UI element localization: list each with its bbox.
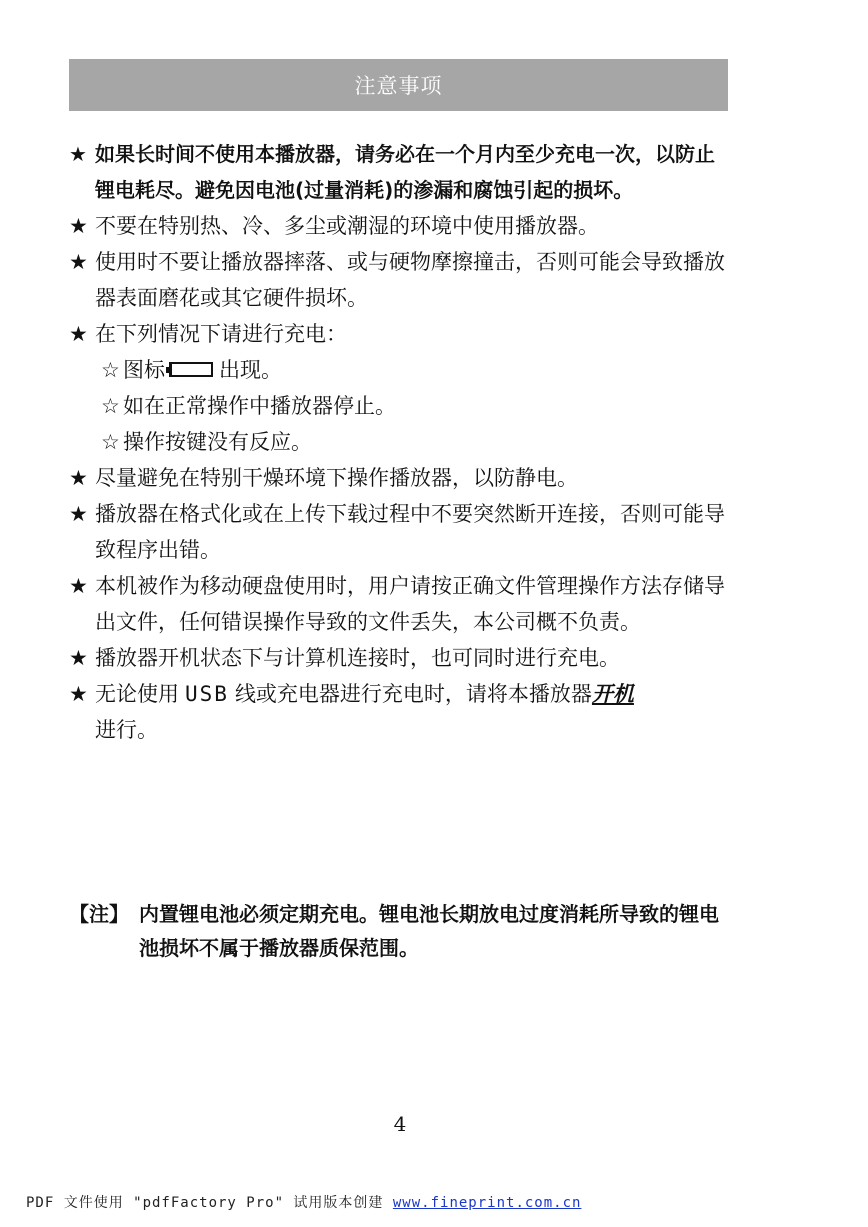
note-label: 【注】	[69, 902, 129, 926]
usb-label: USB	[185, 682, 229, 706]
star-icon: ★	[69, 214, 88, 238]
white-star-icon: ☆	[101, 358, 120, 382]
star-icon: ★	[69, 574, 88, 598]
page-number: 4	[393, 1112, 407, 1136]
sub-item	[69, 388, 731, 424]
item-text: 本机被作为移动硬盘使用时，用户请按正确文件管理操作方法存储导出文件，任何错误操作导致的文件丢失，本公司概不负责。	[95, 574, 725, 634]
list-item	[69, 136, 731, 208]
white-star-icon: ☆	[101, 394, 120, 418]
emphasis-text: 开机	[591, 681, 634, 706]
star-icon: ★	[69, 682, 88, 706]
item-text: 在下列情况下请进行充电：	[95, 322, 347, 346]
item-text: 线或充电器进行充电时，请将本播放器	[234, 682, 592, 706]
list-item	[69, 676, 731, 748]
battery-empty-icon	[169, 362, 213, 377]
item-text: 无论使用	[95, 682, 179, 706]
sub-item	[69, 352, 731, 388]
list-item	[69, 640, 731, 676]
sub-item-text: 如在正常操作中播放器停止。	[123, 394, 396, 418]
item-text: 播放器在格式化或在上传下载过程中不要突然断开连接，否则可能导致程序出错。	[95, 502, 725, 562]
star-icon: ★	[69, 322, 88, 346]
section-header	[69, 59, 728, 111]
note-text: 内置锂电池必须定期充电。锂电池长期放电过度消耗所导致的锂电池损坏不属于播放器质保范围。	[139, 902, 719, 960]
list-item	[69, 316, 731, 352]
item-text: 如果长时间不使用本播放器，请务必在一个月内至少充电一次，以防止锂电耗尽。避免因电池(过量消耗)的渗漏和腐蚀引起的损坏。	[95, 142, 715, 202]
sub-item-text: 出现。	[219, 358, 282, 382]
warranty-note	[69, 897, 731, 965]
star-icon: ★	[69, 250, 88, 274]
list-item	[69, 496, 731, 568]
item-text: 不要在特别热、冷、多尘或潮湿的环境中使用播放器。	[95, 214, 599, 238]
star-icon: ★	[69, 646, 88, 670]
star-icon: ★	[69, 466, 88, 490]
list-item	[69, 208, 731, 244]
list-item	[69, 568, 731, 640]
sub-item-text: 图标	[123, 358, 165, 382]
item-text: 进行。	[95, 718, 158, 742]
notice-list	[69, 136, 731, 748]
star-icon: ★	[69, 502, 88, 526]
pdf-footer	[26, 1192, 581, 1212]
white-star-icon: ☆	[101, 430, 120, 454]
item-text: 播放器开机状态下与计算机连接时，也可同时进行充电。	[95, 646, 620, 670]
item-text: 使用时不要让播放器摔落、或与硬物摩擦撞击，否则可能会导致播放器表面磨花或其它硬件损坏。	[95, 250, 725, 310]
list-item	[69, 244, 731, 316]
footer-link[interactable]: www.fineprint.com.cn	[392, 1195, 582, 1211]
section-title: 注意事项	[354, 74, 443, 98]
star-icon: ★	[69, 142, 87, 166]
list-item	[69, 460, 731, 496]
item-text: 尽量避免在特别干燥环境下操作播放器，以防静电。	[95, 466, 578, 490]
footer-text: PDF 文件使用 "pdfFactory Pro" 试用版本创建	[26, 1195, 384, 1211]
sub-item-text: 操作按键没有反应。	[123, 430, 312, 454]
sub-item	[69, 424, 731, 460]
